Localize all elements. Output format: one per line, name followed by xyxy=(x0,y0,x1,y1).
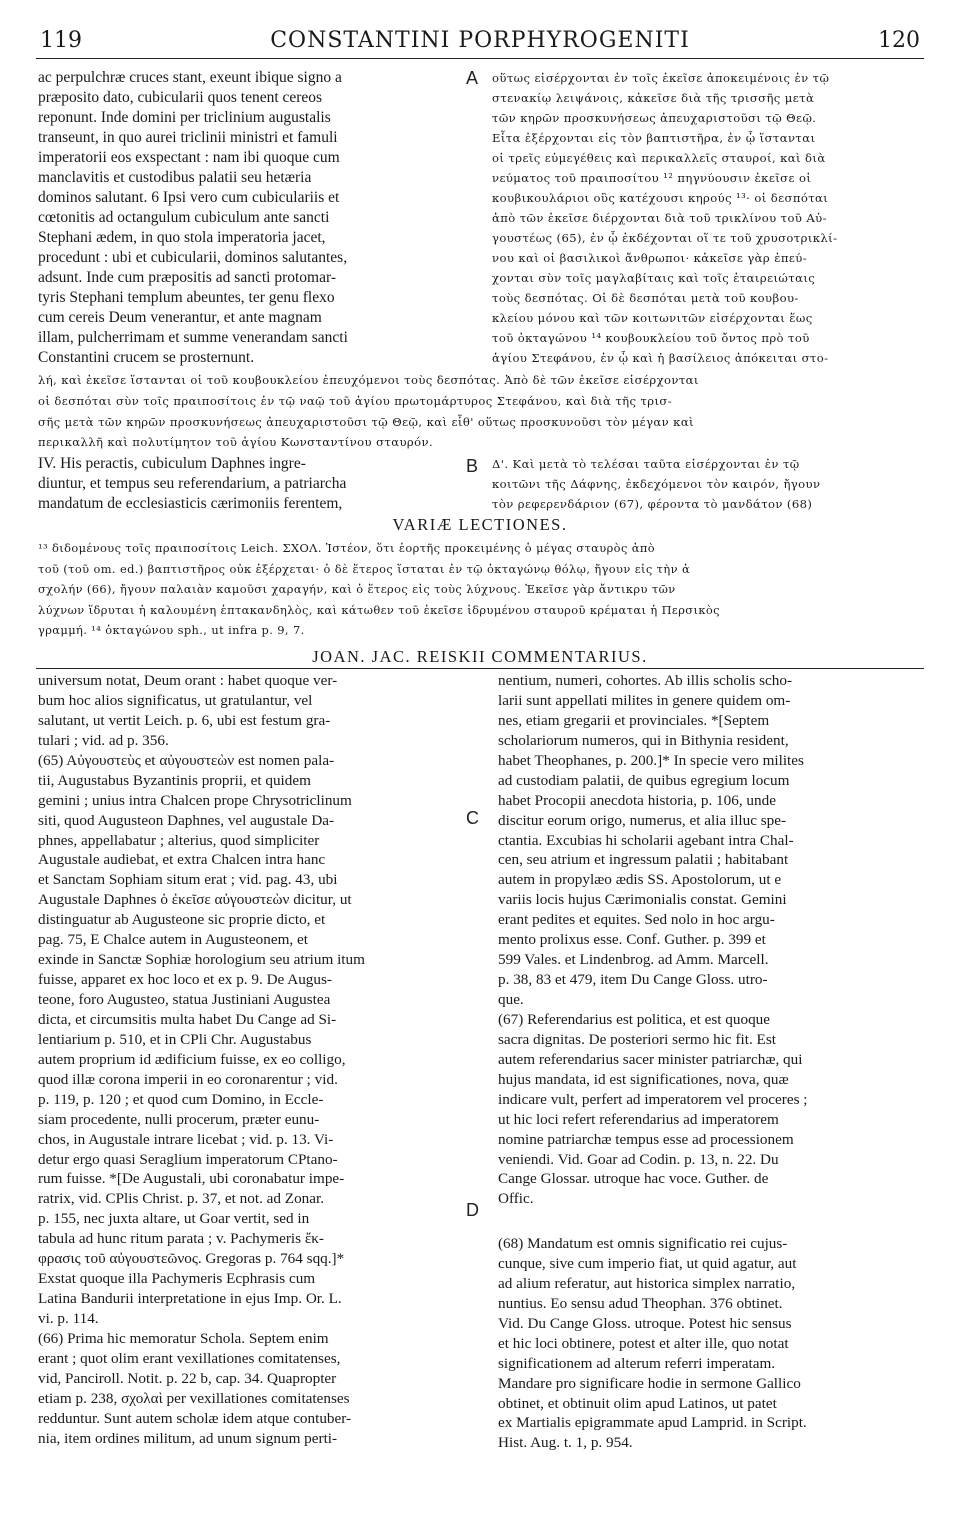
text-line: dominos salutant. 6 Ipsi vero cum cubiculariis et xyxy=(38,189,340,206)
page-number-left: 119 xyxy=(40,28,82,53)
commentary-right-column-note-68 xyxy=(498,1234,928,1453)
text-line: χονται σὺν τοῖς μαγλαβίταις καὶ τοῖς ἑταιρειώταις xyxy=(492,271,816,285)
greek-column-top xyxy=(492,68,922,368)
commentary-line: que. xyxy=(498,991,524,1008)
text-line: οὕτως εἰσέρχονται ἐν τοῖς ἐκεῖσε ἀποκειμένοις ἐν τῷ xyxy=(492,71,830,85)
commentary-line: Mandare pro significare hodie in sermone Gallico xyxy=(498,1374,801,1392)
text-line: Constantini crucem se prosternunt. xyxy=(38,349,255,366)
text-line: diuntur, et tempus seu referendarium, a patriarcha xyxy=(38,475,347,492)
commentary-line: ex Martialis epigrammate apud Lamprid. in Script. xyxy=(498,1414,807,1432)
commentary-line: nentium, numeri, cohortes. Ab illis scholis scho- xyxy=(498,672,793,689)
commentary-line: scholariorum numeros, qui in Bithynia resident, xyxy=(498,731,789,749)
variae-lectiones xyxy=(38,538,922,641)
commentary-line: (67) Referendarius est politica, et est quoque xyxy=(498,1010,771,1028)
commentary-line: habet Theophanes, p. 200.]* In specie vero milites xyxy=(498,751,804,769)
margin-marker-c: C xyxy=(466,808,479,828)
commentary-line: hujus mandata, id est significationes, nova, quæ xyxy=(498,1070,789,1088)
variant-line: γραμμή. ¹⁴ ὀκταγώνου sph., ut infra p. 9, 7. xyxy=(38,623,305,637)
variant-line: τοῦ (τοῦ om. ed.) βαπτιστῆρος οὐκ ἐξέρχεται· ὁ δὲ ἕτερος ἵσταται ἐν τῷ ὀκταγώνῳ θόλῳ, ἤγουν εἰς τὴν ἁ xyxy=(38,561,691,576)
text-line: τὸν ρεφερενδάριον (67), φέροντα τὸ μανδάτον (68) xyxy=(492,497,813,511)
commentary-line: siti, quod Augusteon Daphnes, vel augustale Da- xyxy=(38,811,335,829)
text-line: τοὺς δεσπότας. Οἱ δὲ δεσπόται μετὰ τοῦ κουβου- xyxy=(492,291,799,305)
text-line: cum cereis Deum venerantur, et ante magnam xyxy=(38,309,322,326)
text-line: manclavitis et custodibus palatii seu hetæria xyxy=(38,169,312,186)
page-number-right: 120 xyxy=(878,28,920,53)
commentary-line: detur ergo quasi Seraglium imperatorum CPtano- xyxy=(38,1150,338,1168)
commentary-line: indicare vult, perfert ad imperatorem vel proceres ; xyxy=(498,1090,808,1108)
text-line: τοῦ ὀκταγώνου ¹⁴ κουβουκλείου τοῦ ὄντος πρὸ τοῦ xyxy=(492,331,810,345)
commentary-right-column xyxy=(498,671,928,1209)
commentary-line: fuisse, apparet ex hoc loco et ex p. 9. De Augus- xyxy=(38,971,332,989)
variae-lectiones-title: VARIÆ LECTIONES. xyxy=(392,515,568,534)
commentary-line: p. 155, nec juxta altare, ut Goar vertit, sed in xyxy=(38,1210,310,1228)
commentary-line: et hic loci obtinere, potest et alter ille, quo notat xyxy=(498,1334,789,1352)
commentary-line: Latina Bandurii interpretatione in ejus Imp. Or. L. xyxy=(38,1290,342,1308)
commentary-line: et Sanctam Sophiam situm erat ; vid. pag. 43, ubi xyxy=(38,871,338,889)
header-rule xyxy=(36,58,924,59)
commentary-line: bum hoc alios significatus, ut gratulantur, vel xyxy=(38,691,313,709)
commentary-line: Hist. Aug. t. 1, p. 954. xyxy=(498,1434,633,1452)
text-line: procedunt : ubi et cubicularii, dominos salutantes, xyxy=(38,249,348,266)
text-line: οἱ δεσπόται σὺν τοῖς πραιποσίτοις ἐν τῷ ναῷ τοῦ ἁγίου πρωτομάρτυρος Στεφάνου, καὶ διὰ τῆς τρισ- xyxy=(38,393,673,408)
page-title: CONSTANTINI PORPHYROGENITI xyxy=(270,28,690,53)
commentary-line: universum notat, Deum orant : habet quoque ver- xyxy=(38,672,338,689)
commentary-line: phnes, appellabatur ; alterius, quod simpliciter xyxy=(38,831,320,849)
commentary-line: Exstat quoque illa Pachymeris Ecphrasis cum xyxy=(38,1270,316,1288)
variant-line: σχολήν (66), ἤγουν παλαιὰν καμοῦσι χαραγήν, καὶ ὁ ἕτερος εἰς τοὺς λύχνους. Ἐκεῖσε γὰρ ἄντικρυ τῶν xyxy=(38,582,676,596)
commentary-line: quod illæ corona imperii in eo coronarentur ; vid. xyxy=(38,1070,338,1088)
commentary-line: lentiarium p. 510, et in CPli Chr. Augustabus xyxy=(38,1030,312,1048)
commentary-line: cunque, sive cum imperio fiat, ut quid agatur, aut xyxy=(498,1254,797,1272)
commentary-line: nuntius. Eo sensu adud Theophan. 376 obtinet. xyxy=(498,1294,783,1312)
text-line: ἀπὸ τῶν ἐκεῖσε διέρχονται διὰ τοῦ τρικλίνου τοῦ Αὐ- xyxy=(492,211,827,225)
commentary-line: distinguatur ab Augusteone sic proprie dicto, et xyxy=(38,911,326,929)
commentary-line: Offic. xyxy=(498,1190,534,1208)
text-line: στενακίῳ λειψάνοις, κἀκεῖσε διὰ τῆς τρισσῆς μετὰ xyxy=(492,91,815,105)
commentary-line: ut hic loci refert referendarius ad imperatorem xyxy=(498,1110,779,1128)
commentary-line: tulari ; vid. ad p. 356. xyxy=(38,731,169,749)
commentary-line: ad alium referatur, aut historica simplex narratio, xyxy=(498,1274,796,1292)
latin-column-section-iv xyxy=(38,454,461,514)
commentary-line: tii, Augustabus Byzantinis proprii, et quidem xyxy=(38,771,311,789)
text-line: Εἶτα ἐξέρχονται εἰς τὸν βαπτιστῆρα, ἐν ᾧ ἵστανται xyxy=(492,131,816,145)
variant-line: λύχνων ἵδρυται ἡ καλουμένη ἑπτακανδηλὸς, καὶ κάτωθεν τοῦ ἐκεῖσε ἱδρυμένου σταυροῦ κρέμαται ἡ Περσικὸς xyxy=(38,602,720,617)
text-line: οἱ τρεῖς εὐμεγέθεις καὶ περικαλλεῖς σταυροί, καὶ διὰ xyxy=(492,151,826,165)
text-line: præposito dato, cubicularii quos tenent cereos xyxy=(38,89,323,106)
text-line: Stephani ædem, in quo stola imperatoria jacet, xyxy=(38,229,326,246)
text-line: reponunt. Inde domini per triclinium augustalis xyxy=(38,109,331,126)
commentary-line: siam procedente, nulli procerum, præter eunu- xyxy=(38,1110,320,1128)
latin-column-top xyxy=(38,68,461,368)
commentary-line: chos, in Augustale intrare licebat ; vid. p. 13. Vi- xyxy=(38,1130,334,1148)
commentary-line: autem proprium id ædificium fuisse, ex eo colligo, xyxy=(38,1050,346,1068)
text-line: tyris Stephani templum abeuntes, ter genu flexo xyxy=(38,289,335,306)
commentary-line: Augustale Daphnes ὁ ἐκεῖσε αὐγουστεὼν dicitur, ut xyxy=(38,891,352,909)
text-line: imperatorii eos exspectant : nam ibi quoque cum xyxy=(38,149,340,166)
greek-full-width xyxy=(38,370,922,453)
commentary-line: rum fuisse. *[De Augustali, ubi coronabatur impe- xyxy=(38,1170,345,1188)
commentary-line: ad custodiam palatii, de quibus egregium locum xyxy=(498,771,790,789)
commentary-line: redduntur. Sunt autem scholæ idem atque contuber- xyxy=(38,1409,352,1427)
commentary-line: nia, item ordines militum, ad unum signum perti- xyxy=(38,1429,338,1447)
text-line: γουστέως (65), ἐν ᾧ ἐκδέχονται οἵ τε τοῦ χρυσοτρικλί- xyxy=(492,231,838,245)
commentary-line: nomine patriarchæ tempus esse ad processionem xyxy=(498,1130,794,1148)
text-line: illam, pulcherrimam et summe venerandam sancti xyxy=(38,329,348,346)
text-line: λή, καὶ ἐκεῖσε ἵστανται οἱ τοῦ κουβουκλείου ἐπευχόμενοι τοὺς δεσπότας. Ἀπὸ δὲ τῶν ἐκεῖσε εἰσέρχονται xyxy=(38,373,699,387)
commentary-line: sacra dignitas. De posteriori sermo hic fit. Est xyxy=(498,1030,776,1048)
margin-marker-a: A xyxy=(466,68,479,88)
text-line: περικαλλῆ καὶ πολυτίμητον τοῦ ἁγίου Κωνσταντίνου σταυρόν. xyxy=(38,435,434,450)
commentary-line: mento prolixus esse. Conf. Guther. p. 399 et xyxy=(498,931,766,949)
text-line: νου καὶ οἱ βασιλικοὶ ἄνθρωποι· κἀκεῖσε γὰρ ἐπεύ- xyxy=(492,251,808,265)
text-line: νεύματος τοῦ πραιποσίτου ¹² πηγνύουσιν ἐκεῖσε οἱ xyxy=(492,171,812,185)
text-line: κουβικουλάριοι οὓς κατέχουσι κηρούς ¹³· οἱ δεσπόται xyxy=(492,191,829,205)
text-line: mandatum de ecclesiasticis cærimoniis ferentem, xyxy=(38,495,343,512)
commentary-line: variis locis hujus Cærimonialis constat. Gemini xyxy=(498,891,787,909)
commentary-line: cen, seu atrium et ingressum palatii ; habitabant xyxy=(498,851,789,869)
greek-column-section-iv xyxy=(492,454,922,514)
commentary-line: gemini ; unius intra Chalcen prope Chrysotriclinum xyxy=(38,791,352,809)
commentary-line: discitur eorum origo, numerus, et alia illuc spe- xyxy=(498,811,787,829)
commentary-line: ratrix, vid. CPlis Christ. p. 37, et not. ad Zonar. xyxy=(38,1190,325,1208)
text-line: ac perpulchræ cruces stant, exeunt ibique signo a xyxy=(38,69,342,86)
commentary-line: erant ; quot olim erant vexillationes comitatenses, xyxy=(38,1349,341,1367)
text-line: κοιτῶνι τῆς Δάφνης, ἐκδεχόμενοι τὸν καιρόν, ἤγουν xyxy=(492,477,821,491)
variant-line: ¹³ διδομένους τοῖς πραιποσίτοις Leich. ΣΧΟΛ. Ἰστέον, ὅτι ἑορτῆς προκειμένης ὁ μέγας σταυρὸς ἀπὸ xyxy=(38,541,655,555)
running-header xyxy=(40,28,920,58)
commentary-line: nes, etiam gregarii et provinciales. *[Septem xyxy=(498,711,770,729)
commentary-line: etiam p. 238, σχολαὶ per vexillationes comitatenses xyxy=(38,1389,350,1407)
commentary-line: veniendi. Vid. Goar ad Codin. p. 13, n. 22. Du xyxy=(498,1150,779,1168)
commentary-left-column xyxy=(38,671,466,1449)
commentary-line: Vid. Du Cange Gloss. utroque. Potest hic sensus xyxy=(498,1314,792,1332)
text-line: τῶν κηρῶν προσκυνήσεως ἀπευχαριστοῦσι τῷ Θεῷ. xyxy=(492,111,817,125)
margin-marker-d: D xyxy=(466,1200,479,1220)
margin-marker-b: B xyxy=(466,456,479,476)
commentary-line: vid, Panciroll. Notit. p. 22 b, cap. 34. Quapropter xyxy=(38,1369,337,1387)
commentary-line: 599 Vales. et Lindenbrog. ad Amm. Marcell. xyxy=(498,951,769,969)
commentary-title: JOAN. JAC. REISKII COMMENTARIUS. xyxy=(312,647,648,666)
commentary-line: vi. p. 114. xyxy=(38,1310,99,1327)
text-line: Δ'. Καὶ μετὰ τὸ τελέσαι ταῦτα εἰσέρχονται ἐν τῷ xyxy=(492,457,800,471)
text-line: κλείου μόνου καὶ τῶν κοιτωνιτῶν εἰσέρχονται ἕως xyxy=(492,311,813,325)
commentary-line: tabula ad hunc ritum parata ; v. Pachymeris ἔκ- xyxy=(38,1230,324,1248)
text-line: transeunt, in quo aurei triclinii ministri et famuli xyxy=(38,129,338,146)
commentary-line: ctantia. Excubias hi scholarii agebant intra Chal- xyxy=(498,831,794,849)
commentary-line: p. 38, 83 et 479, item Du Cange Gloss. utro- xyxy=(498,971,768,989)
text-line: ἁγίου Στεφάνου, ἐν ᾧ καὶ ἡ βασίλειος ἀπόκειται στο- xyxy=(492,351,829,365)
commentary-line: autem in propylæo ædis SS. Apostolorum, ut e xyxy=(498,871,782,889)
commentary-line: (65) Αὐγουστεὺς et αὐγουστεὼν est nomen pala- xyxy=(38,751,335,769)
commentary-line: erant pedites et equites. Sed nolo in hoc argu- xyxy=(498,911,775,929)
commentary-line: habet Procopii anecdota historia, p. 106, unde xyxy=(498,791,776,809)
commentary-line: teone, foro Augusteo, statua Justiniani Augustea xyxy=(38,991,331,1008)
text-line: adsunt. Inde cum præpositis ad sancti protomar- xyxy=(38,269,337,286)
commentary-rule xyxy=(36,668,924,669)
text-line: cœtonitis ad octangulum cubiculum ante sancti xyxy=(38,209,330,226)
commentary-line: obtinet, et obtinuit olim apud Latinos, ut patet xyxy=(498,1394,777,1412)
commentary-line: (66) Prima hic memoratur Schola. Septem enim xyxy=(38,1329,329,1347)
commentary-line: autem referendarius sacer minister patriarchæ, qui xyxy=(498,1050,803,1068)
commentary-line: larii sunt appellati milites in genere quidem om- xyxy=(498,691,791,709)
commentary-line: p. 119, p. 120 ; et quod cum Domino, in Eccle- xyxy=(38,1090,324,1108)
commentary-line: salutant, ut vertit Leich. p. 6, ubi est festum gra- xyxy=(38,711,331,729)
commentary-line: (68) Mandatum est omnis significatio rei cujus- xyxy=(498,1235,788,1252)
commentary-line: exinde in Sanctæ Sophiæ horologium seu atrium itum xyxy=(38,951,365,969)
commentary-line: φρασις τοῦ αὐγουστεῶνος. Gregoras p. 764 sqq.]* xyxy=(38,1250,345,1268)
commentary-line: pag. 75, E Chalce autem in Augusteonem, et xyxy=(38,931,308,949)
commentary-line: Cange Glossar. utroque hac voce. Guther. de xyxy=(498,1170,769,1188)
commentary-line: significationem ad alterum referri imperatam. xyxy=(498,1354,776,1372)
text-line: IV. His peractis, cubiculum Daphnes ingre- xyxy=(38,455,306,472)
text-line: σῆς μετὰ τῶν κηρῶν προσκυνήσεως ἀπευχαριστοῦσι τῷ Θεῷ, καὶ εἶθ' οὕτως προσκυνοῦσι τὸν μέγαν καὶ xyxy=(38,414,694,429)
commentary-line: Augustale audiebat, et extra Chalcen intra hanc xyxy=(38,851,326,869)
commentary-line: dicta, et circumsitis multa habet Du Cange ad Si- xyxy=(38,1010,337,1028)
